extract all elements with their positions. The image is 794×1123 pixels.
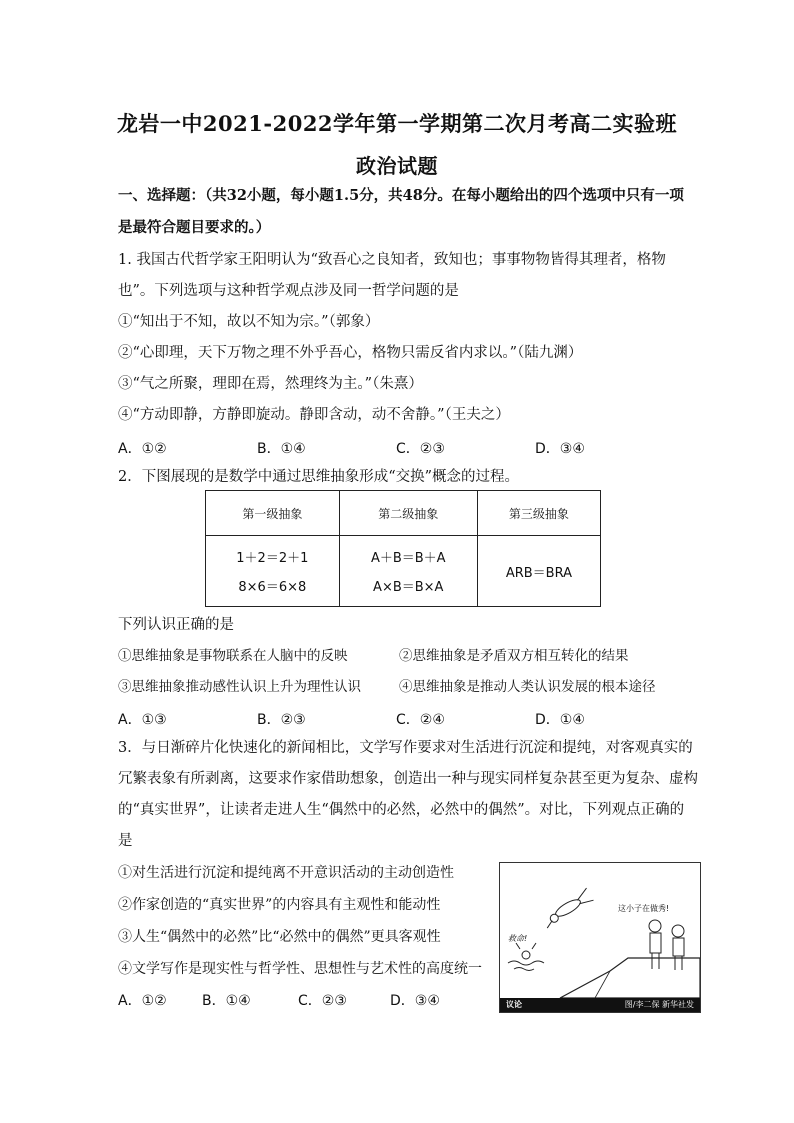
- q3-item-2: ②作家创造的“真实世界”的内容具有主观性和能动性: [118, 897, 441, 913]
- abstraction-table: [205, 490, 601, 607]
- q3-item-1: ①对生活进行沉淀和提纯离不开意识活动的主动创造性: [118, 865, 454, 881]
- cartoon-speech-text: 这小子在做秀!: [618, 904, 670, 913]
- cartoon-caption-bar: [500, 998, 700, 1012]
- exam-subtitle: 政治试题: [356, 154, 438, 178]
- section-heading-line1: 一、选择题：（共32小题，每小题1.5分，共48分。在每小题给出的四个选项中只有一项: [118, 187, 684, 204]
- q2-option-d: D．①④: [535, 712, 585, 728]
- q3-option-d: D．③④: [390, 993, 440, 1009]
- q2-prompt: 下列认识正确的是: [118, 617, 234, 633]
- q2-item-4: ④思维抽象是推动人类认识发展的根本途径: [399, 679, 656, 695]
- table-cell-col2: [339, 536, 477, 607]
- section-heading-line2: 是最符合题目要求的。）: [118, 219, 271, 236]
- q3-item-4: ④文学写作是现实性与哲学性、思想性与艺术性的高度统一: [118, 961, 482, 977]
- table-cell-col2-line1: A＋B＝B＋A: [370, 551, 446, 566]
- table-header-1: 第一级抽象: [206, 491, 340, 536]
- cartoon-shout-text: 救命!: [508, 934, 528, 943]
- q2-option-b: B．②③: [257, 712, 306, 728]
- q1-stem-line1: 1. 我国古代哲学家王阳明认为“致吾心之良知者，致知也；事事物物皆得其理者，格物: [118, 252, 666, 268]
- q2-item-2: ②思维抽象是矛盾双方相互转化的结果: [399, 648, 629, 664]
- q2-option-a: A．①③: [118, 712, 167, 728]
- table-cell-col2-line2: A×B＝B×A: [373, 580, 444, 595]
- q1-item-1: ①“知出于不知，故以不知为宗。”（郭象）: [118, 314, 380, 330]
- q3-option-a: A．①②: [118, 993, 167, 1009]
- q2-item-3: ③思维抽象推动感性认识上升为理性认识: [118, 679, 361, 695]
- q1-item-4: ④“方动即静，方静即旋动。静即含动，动不舍静。”（王夫之）: [118, 407, 510, 423]
- table-header-2: 第二级抽象: [339, 491, 477, 536]
- q1-stem-line2: 也”。下列选项与这种哲学观点涉及同一哲学问题的是: [118, 283, 459, 299]
- table-cell-col1: [206, 536, 340, 607]
- q3-item-3: ③人生“偶然中的必然”比“必然中的偶然”更具客观性: [118, 929, 441, 945]
- q3-stem-line3: 的“真实世界”，让读者走进人生“偶然中的必然，必然中的偶然”。对比，下列观点正确的: [118, 802, 685, 818]
- q3-stem-line2: 冗繁表象有所剥离，这要求作家借助想象，创造出一种与现实同样复杂甚至更为复杂、虚构: [118, 771, 698, 787]
- table-cell-col1-line2: 8×6＝6×8: [238, 580, 307, 595]
- q1-option-a: A．①②: [118, 441, 167, 457]
- q1-item-3: ③“气之所聚，理即在焉，然理终为主。”（朱熹）: [118, 376, 423, 392]
- cartoon-caption-left: 议论: [506, 1000, 522, 1009]
- q1-option-d: D．③④: [535, 441, 585, 457]
- table-header-3: 第三级抽象: [477, 491, 600, 536]
- q1-option-c: C．②③: [396, 441, 445, 457]
- q1-option-b: B．①④: [257, 441, 306, 457]
- exam-title: 龙岩一中2021-2022学年第一学期第二次月考高二实验班: [116, 111, 678, 136]
- cartoon-drawing: [500, 863, 700, 998]
- q2-stem: 2．下图展现的是数学中通过思维抽象形成“交换”概念的过程。: [118, 469, 520, 485]
- table-cell-col1-line1: 1＋2＝2＋1: [236, 551, 309, 566]
- q3-stem-line4: 是: [118, 833, 133, 849]
- table-cell-col3: ARB＝BRA: [477, 536, 600, 607]
- q1-item-2: ②“心即理，天下万物之理不外乎吾心，格物只需反省内求以。”（陆九渊）: [118, 345, 583, 361]
- q2-item-1: ①思维抽象是事物联系在人脑中的反映: [118, 648, 348, 664]
- q3-option-b: B．①④: [202, 993, 251, 1009]
- cartoon-caption-right: 图/李二保 新华社发: [624, 1000, 694, 1009]
- q2-option-c: C．②④: [396, 712, 445, 728]
- q3-option-c: C．②③: [298, 993, 347, 1009]
- cartoon-illustration: [499, 862, 701, 1013]
- q3-stem-line1: 3．与日渐碎片化快速化的新闻相比，文学写作要求对生活进行沉淀和提纯，对客观真实的: [118, 740, 693, 756]
